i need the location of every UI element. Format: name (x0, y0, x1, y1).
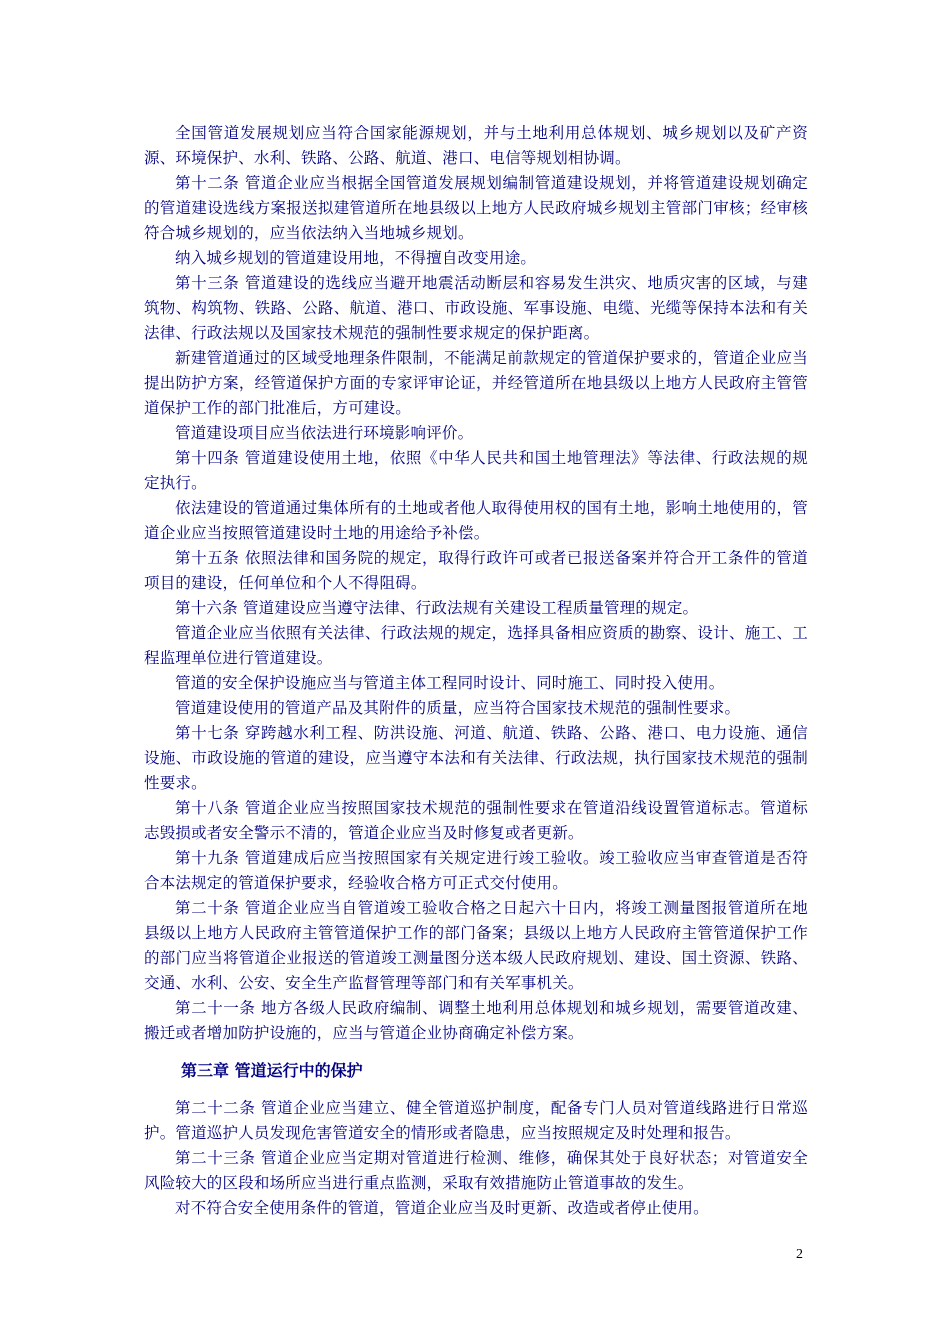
paragraph-safety-facilities: 管道的安全保护设施应当与管道主体工程同时设计、同时施工、同时投入使用。 (175, 674, 725, 692)
article-12: 第十二条 管道企业应当根据全国管道发展规划编制管道建设规划，并将管道建设规划确定的管道建设选线方案报送拟建管道所在地县级以上地方人民政府城乡规划主管部门审核；经审核符合城乡规划的，应当依法纳入当地城乡规划。 (144, 174, 808, 242)
article-16: 第十六条 管道建设应当遵守法律、行政法规有关建设工程质量管理的规定。 (175, 599, 699, 617)
article-23: 第二十三条 管道企业应当定期对管道进行检测、维修，确保其处于良好状态；对管道安全风险较大的区段和场所应当进行重点监测，采取有效措施防止管道事故的发生。 (144, 1149, 808, 1192)
chapter-heading: 第三章 管道运行中的保护 (181, 1061, 363, 1080)
article-15: 第十五条 依照法律和国务院的规定，取得行政许可或者已报送备案并符合开工条件的管道项目的建设，任何单位和个人不得阻碍。 (144, 549, 808, 592)
article-20: 第二十条 管道企业应当自管道竣工验收合格之日起六十日内，将竣工测量图报管道所在地县级以上地方人民政府主管管道保护工作的部门备案；县级以上地方人民政府主管管道保护工作的部门应当将管道企业报送的管道竣工测量图分送本级人民政府规划、建设、国土资源、铁路、交通、水利、公安、安全生产监督管理等部门和有关军事机关。 (144, 899, 808, 992)
article-19: 第十九条 管道建成后应当按照国家有关规定进行竣工验收。竣工验收应当审查管道是否符合本法规定的管道保护要求，经验收合格方可正式交付使用。 (144, 849, 808, 892)
article-18: 第十八条 管道企业应当按照国家技术规范的强制性要求在管道沿线设置管道标志。管道标志毁损或者安全警示不清的，管道企业应当及时修复或者更新。 (144, 799, 808, 842)
paragraph-land-compensation: 依法建设的管道通过集体所有的土地或者他人取得使用权的国有土地，影响土地使用的，管道企业应当按照管道建设时土地的用途给予补偿。 (144, 499, 808, 542)
paragraph-environmental-assessment: 管道建设项目应当依法进行环境影响评价。 (175, 424, 474, 442)
paragraph-land-use: 纳入城乡规划的管道建设用地，不得擅自改变用途。 (175, 249, 537, 267)
article-13: 第十三条 管道建设的选线应当避开地震活动断层和容易发生洪灾、地质灾害的区域，与建筑物、构筑物、铁路、公路、航道、港口、市政设施、军事设施、电缆、光缆等保持本法和有关法律、行政法规以及国家技术规范的强制性要求规定的保护距离。 (144, 274, 808, 342)
paragraph-qualified-units: 管道企业应当依照有关法律、行政法规的规定，选择具备相应资质的勘察、设计、施工、工程监理单位进行管道建设。 (144, 624, 808, 667)
page-number: 2 (796, 1247, 803, 1262)
paragraph-protection-plan: 新建管道通过的区域受地理条件限制，不能满足前款规定的管道保护要求的，管道企业应当提出防护方案，经管道保护方面的专家评审论证，并经管道所在地县级以上地方人民政府主管管道保护工作的部门批准后，方可建设。 (144, 349, 808, 417)
paragraph-planning-coordination: 全国管道发展规划应当符合国家能源规划，并与土地利用总体规划、城乡规划以及矿产资源、环境保护、水利、铁路、公路、航道、港口、电信等规划相协调。 (144, 124, 808, 167)
article-17: 第十七条 穿跨越水利工程、防洪设施、河道、航道、铁路、公路、港口、电力设施、通信设施、市政设施的管道的建设，应当遵守本法和有关法律、行政法规，执行国家技术规范的强制性要求。 (144, 724, 808, 792)
article-22: 第二十二条 管道企业应当建立、健全管道巡护制度，配备专门人员对管道线路进行日常巡护。管道巡护人员发现危害管道安全的情形或者隐患，应当按照规定及时处理和报告。 (144, 1099, 808, 1142)
paragraph-product-quality: 管道建设使用的管道产品及其附件的质量，应当符合国家技术规范的强制性要求。 (175, 699, 741, 717)
page-body (144, 121, 808, 1221)
paragraph-unsafe-pipelines: 对不符合安全使用条件的管道，管道企业应当及时更新、改造或者停止使用。 (175, 1199, 709, 1217)
article-21: 第二十一条 地方各级人民政府编制、调整土地利用总体规划和城乡规划，需要管道改建、搬迁或者增加防护设施的，应当与管道企业协商确定补偿方案。 (144, 999, 808, 1042)
article-14: 第十四条 管道建设使用土地，依照《中华人民共和国土地管理法》等法律、行政法规的规定执行。 (144, 449, 808, 492)
